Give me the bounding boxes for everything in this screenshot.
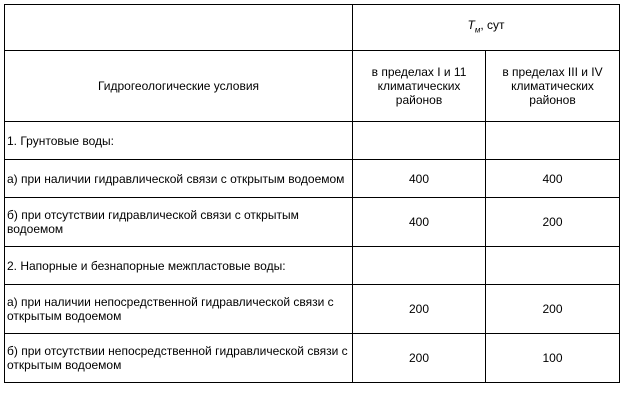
row-value-2 (486, 247, 620, 285)
row-label: б) при отсутствии непосредственной гидравлической связи с открытым водоемом (5, 334, 353, 383)
tm-symbol: T (467, 17, 475, 32)
header-row-sub (5, 51, 620, 122)
row-value-2: 100 (486, 334, 620, 383)
row-label: 2. Напорные и безнапорные межпластовые воды: (5, 247, 353, 285)
tm-unit: , сут (480, 17, 505, 32)
header-row-top (5, 5, 620, 51)
table-row (5, 285, 620, 334)
table-row (5, 198, 620, 247)
row-label: 1. Грунтовые воды: (5, 122, 353, 160)
row-label: а) при наличии гидравлической связи с открытым водоемом (5, 160, 353, 198)
row-label: б) при отсутствии гидравлической связи с открытым водоемом (5, 198, 353, 247)
row-value-2: 200 (486, 198, 620, 247)
row-label: а) при наличии непосредственной гидравлической связи с открытым водоемом (5, 285, 353, 334)
header-conditions: Гидрогеологические условия (5, 51, 353, 122)
tm-header-cell (353, 5, 620, 51)
hydrogeology-table (4, 4, 620, 383)
table-row (5, 160, 620, 198)
table-row (5, 122, 620, 160)
row-value-1: 200 (353, 334, 486, 383)
table-row (5, 247, 620, 285)
row-value-1: 200 (353, 285, 486, 334)
header-climate-3-4: в пределах III и IV климатических районов (486, 51, 620, 122)
row-value-1 (353, 122, 486, 160)
row-value-1: 400 (353, 160, 486, 198)
tm-subscript: м (474, 25, 481, 35)
row-value-2 (486, 122, 620, 160)
row-value-2: 400 (486, 160, 620, 198)
tm-header-label (468, 18, 505, 37)
table-row (5, 334, 620, 383)
row-value-1: 400 (353, 198, 486, 247)
row-value-2: 200 (486, 285, 620, 334)
header-climate-1-2: в пределах I и 11 климатических районов (353, 51, 486, 122)
header-empty-cell (5, 5, 353, 51)
row-value-1 (353, 247, 486, 285)
